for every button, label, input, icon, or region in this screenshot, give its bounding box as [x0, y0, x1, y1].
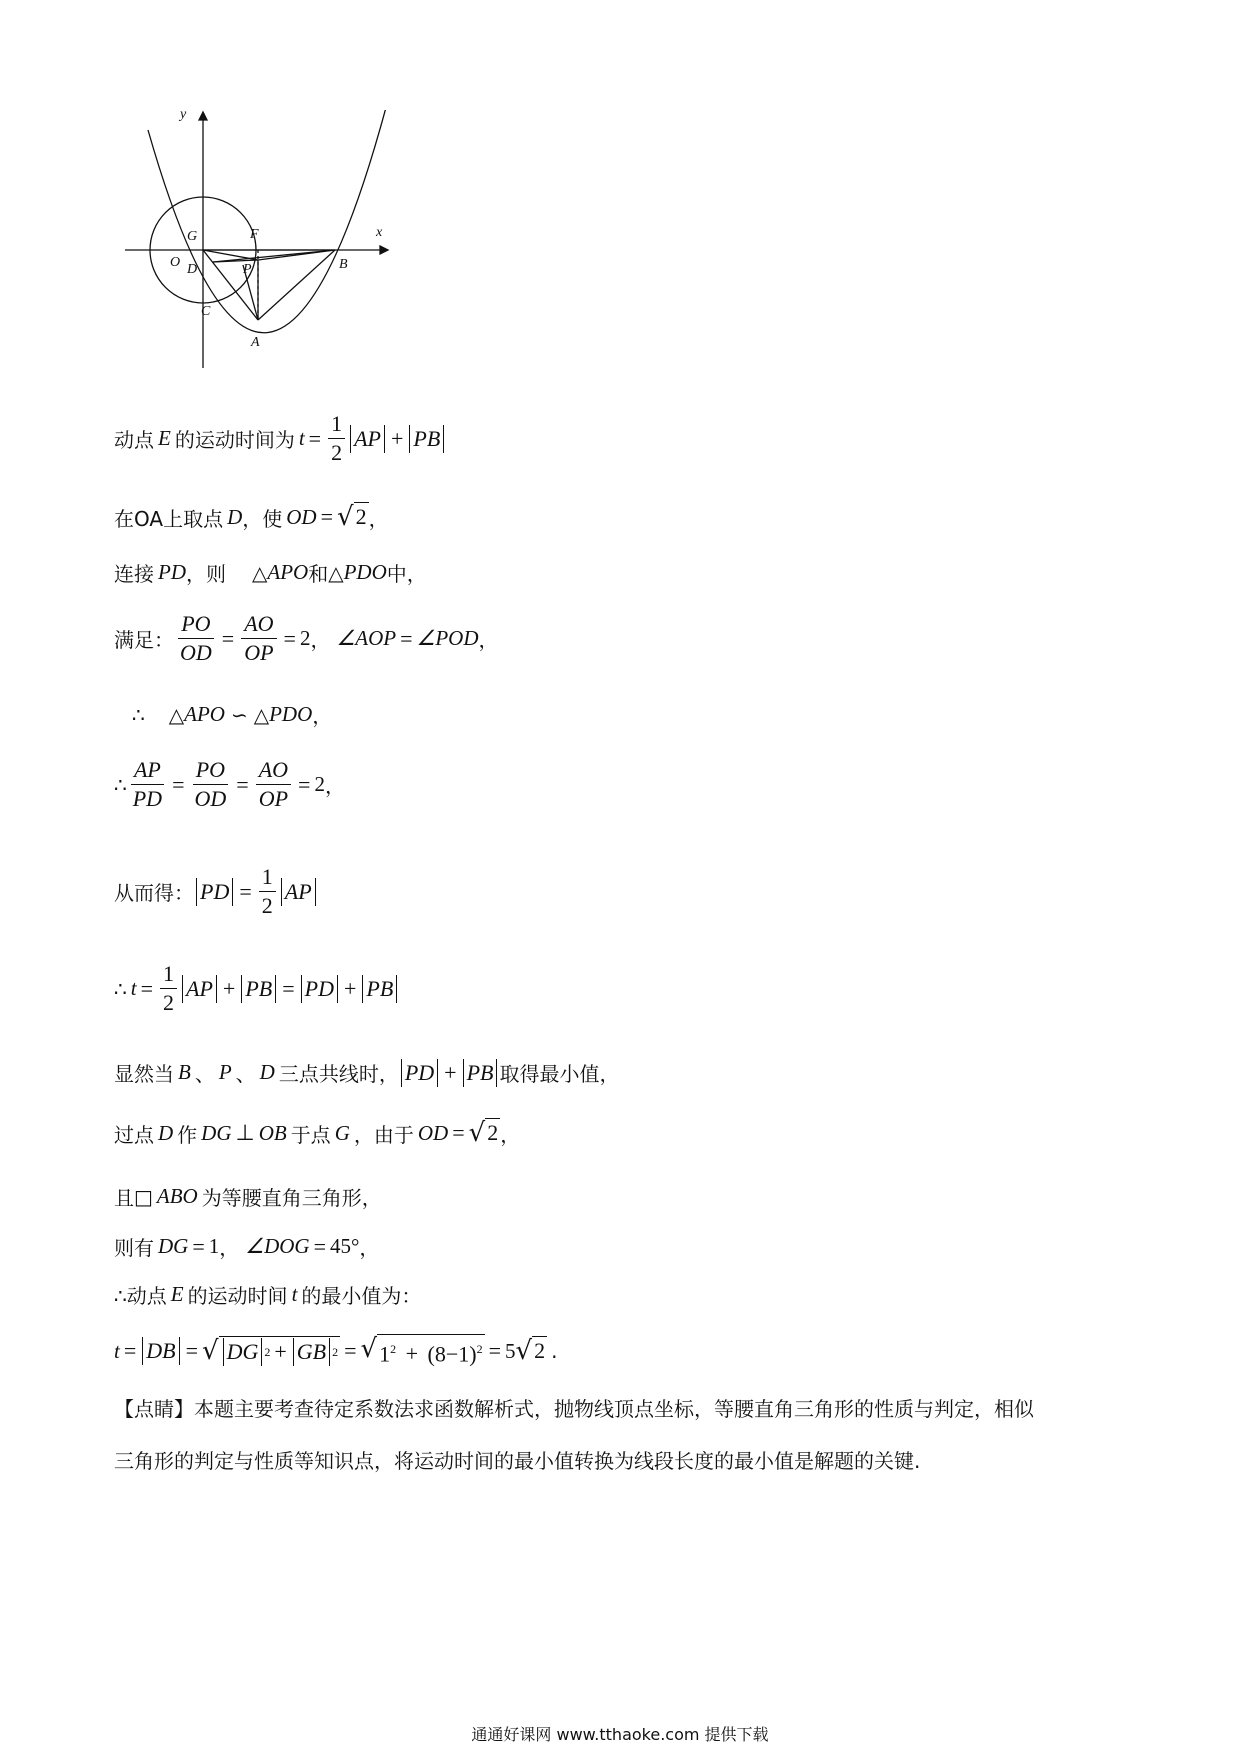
text: 和	[308, 562, 329, 586]
numerator: PO	[178, 612, 213, 639]
numerator: AP	[131, 758, 164, 785]
text: 中，	[386, 562, 427, 586]
sqrt-two	[337, 502, 369, 532]
radicand: 2	[354, 502, 369, 532]
axis-label-y: y	[180, 110, 187, 122]
exponent: 2	[264, 1344, 271, 1359]
var-d: D	[227, 504, 243, 529]
denominator: 2	[163, 990, 174, 1015]
text: ∴动点	[114, 1284, 167, 1308]
exponent: 2	[476, 1342, 483, 1356]
text: 、	[235, 1062, 256, 1086]
var-p: P	[218, 1060, 232, 1084]
line-final-result	[114, 1334, 557, 1368]
comment-line-1: 【点睛】本题主要考查待定系数法求函数解析式，抛物线顶点坐标，等腰直角三角形的性质与判定，相似	[114, 1397, 1034, 1421]
radical-icon: √	[360, 1334, 378, 1364]
perpendicular-icon: ⊥	[235, 1120, 255, 1145]
var-pdo: PDO	[343, 560, 387, 584]
therefore-icon: ∴	[114, 772, 127, 797]
var-e: E	[158, 426, 171, 450]
equals: =	[320, 504, 334, 529]
equals: =	[452, 1120, 465, 1145]
line-isosceles	[114, 1182, 382, 1211]
text: ，	[310, 628, 331, 652]
text: 满足：	[114, 628, 174, 652]
denominator: 2	[331, 440, 343, 465]
line-thus	[114, 865, 318, 918]
text: 则有	[114, 1236, 154, 1260]
text: 的运动时间	[187, 1284, 288, 1308]
radical-icon: √	[337, 502, 354, 532]
text: 过点	[114, 1122, 154, 1147]
denominator: OP	[258, 786, 289, 811]
text: 为等腰直角三角形，	[201, 1186, 382, 1210]
var-pdo: PDO	[269, 702, 313, 726]
plus: +	[222, 975, 236, 1001]
triangle-icon: △	[328, 560, 344, 585]
fraction-ap-pd	[130, 758, 165, 811]
axis-label-x: x	[376, 225, 383, 240]
radical-icon: √	[202, 1336, 219, 1367]
fraction-ao-op	[256, 758, 291, 811]
sqrt-two	[516, 1336, 548, 1366]
numerator: 1	[160, 962, 177, 989]
var-g: G	[334, 1120, 350, 1145]
equals: =	[344, 1338, 357, 1364]
equals: =	[308, 425, 322, 451]
text: ，	[478, 628, 499, 652]
text: ，	[312, 704, 333, 728]
angle-aop: ∠AOP	[336, 626, 397, 650]
line-min-time	[114, 1280, 421, 1309]
abs-pb: PB	[362, 975, 397, 1003]
value-one: 1	[379, 1341, 391, 1367]
radicand: 2	[485, 1118, 500, 1148]
equals: =	[400, 625, 413, 651]
var-dg: DG	[201, 1120, 232, 1145]
fraction-half	[160, 962, 177, 1015]
var-t: t	[114, 1338, 120, 1363]
var-abo: ABO	[156, 1184, 198, 1208]
value-two: 2	[299, 626, 311, 650]
plus: +	[390, 425, 404, 451]
sqrt-two	[469, 1118, 501, 1148]
page-footer: 通通好课网 www.tthaoke.com 提供下载	[471, 1725, 769, 1744]
exponent: 2	[332, 1344, 339, 1359]
equals: =	[192, 1233, 205, 1259]
text: ，	[500, 1122, 521, 1147]
equals: =	[283, 625, 296, 651]
text: ，由于	[353, 1122, 414, 1147]
line-collinear	[114, 1058, 619, 1087]
equals: =	[313, 1233, 327, 1259]
angle-pod: ∠POD	[416, 626, 479, 650]
sqrt-dg-gb	[202, 1336, 340, 1366]
abs-ap: AP	[182, 975, 217, 1003]
abs-pb: PB	[409, 425, 444, 453]
similar-icon: ∽	[230, 702, 248, 727]
numerator: 1	[328, 412, 345, 439]
radical-icon: √	[468, 1118, 486, 1148]
equals: =	[488, 1338, 502, 1364]
value-one: 1	[208, 1234, 220, 1258]
text: 显然当	[114, 1062, 174, 1086]
abs-gb: GB	[293, 1338, 330, 1366]
label-a: A	[251, 335, 260, 350]
fraction-ao-op	[241, 612, 276, 665]
angle-dog: ∠DOG	[245, 1234, 310, 1258]
var-dg: DG	[158, 1234, 189, 1258]
equals: =	[298, 771, 311, 797]
value-five: 5	[505, 1338, 516, 1363]
var-b: B	[178, 1060, 191, 1084]
abs-pb: PB	[241, 975, 276, 1003]
abs-ap: AP	[350, 425, 385, 453]
var-apo: APO	[184, 702, 225, 726]
comment-line-2: 三角形的判定与性质等知识点，将运动时间的最小值转换为线段长度的最小值是解题的关键.	[114, 1449, 921, 1473]
var-od: OD	[417, 1120, 449, 1145]
value-45-deg: 45°	[330, 1234, 360, 1258]
denominator: PD	[132, 786, 163, 811]
paren-term: (8−1)	[427, 1341, 477, 1367]
x-axis-arrow	[380, 246, 388, 254]
label-b: B	[339, 257, 348, 272]
text: 连接	[114, 562, 154, 586]
equals: =	[123, 1338, 137, 1364]
equals: =	[236, 771, 249, 797]
equals: =	[140, 975, 153, 1001]
fraction-po-od	[191, 758, 229, 811]
label-g: G	[187, 229, 198, 244]
equals: =	[282, 975, 295, 1001]
radicand: 2	[532, 1336, 547, 1366]
triangle-icon: △	[253, 702, 270, 727]
text: 的运动时间为	[174, 428, 295, 452]
text: 三点共线时，	[278, 1062, 399, 1086]
line-take-point-d	[114, 502, 389, 532]
triangle-icon: △	[168, 702, 185, 727]
var-ob: OB	[258, 1120, 287, 1145]
equals: =	[239, 878, 252, 904]
line-ratio	[114, 758, 345, 811]
fraction-half	[328, 412, 345, 465]
therefore-icon: ∴	[114, 976, 127, 1001]
text: ，使	[242, 506, 283, 531]
label-d: D	[187, 262, 198, 277]
var-t: t	[298, 426, 305, 450]
numerator: AO	[256, 758, 291, 785]
plus: +	[343, 975, 357, 1001]
denominator: OP	[244, 640, 274, 665]
line-perpendicular	[114, 1118, 520, 1148]
text: 从而得：	[114, 881, 194, 905]
line-dg-angle	[114, 1232, 379, 1261]
abs-pd: PD	[401, 1059, 438, 1087]
var-t: t	[291, 1282, 298, 1306]
value-two: 2	[314, 772, 325, 796]
text: 在OA上取点	[114, 506, 224, 531]
line-similar	[132, 700, 332, 729]
text: 作	[177, 1122, 198, 1147]
plus: +	[274, 1338, 287, 1364]
triangle-icon: △	[252, 560, 268, 585]
sqrt-numeric	[361, 1334, 485, 1368]
radicand	[219, 1336, 341, 1366]
equals: =	[185, 1338, 199, 1364]
text: 的最小值为：	[301, 1284, 422, 1308]
label-c: C	[201, 304, 211, 319]
text: ，	[368, 506, 389, 531]
radical-icon: √	[515, 1336, 533, 1367]
geometry-figure	[125, 110, 445, 370]
denominator: OD	[180, 640, 212, 665]
var-t: t	[130, 976, 137, 1000]
radicand	[377, 1334, 484, 1368]
var-e: E	[170, 1282, 184, 1306]
therefore-icon: ∴	[132, 702, 145, 727]
abs-db: DB	[142, 1337, 179, 1365]
text: .	[551, 1339, 558, 1364]
text: ，	[324, 774, 345, 798]
label-p: P	[243, 262, 252, 277]
placeholder-box-icon: □	[134, 1184, 153, 1209]
text: ，	[219, 1236, 240, 1260]
numerator: 1	[259, 865, 276, 892]
y-axis-arrow	[199, 112, 207, 120]
var-pd: PD	[158, 560, 186, 584]
var-d: D	[259, 1060, 275, 1084]
abs-pd: PD	[196, 878, 233, 906]
equals: =	[172, 771, 185, 797]
numerator: PO	[193, 758, 228, 785]
line-motion-time	[114, 412, 446, 465]
text: 且	[114, 1186, 134, 1210]
fraction-half	[259, 865, 276, 918]
plus: +	[405, 1341, 419, 1367]
label-f: F	[250, 227, 259, 242]
text: ，	[359, 1236, 380, 1260]
label-o: O	[170, 255, 181, 270]
abs-ap: AP	[281, 878, 316, 906]
var-d: D	[158, 1120, 174, 1145]
text: 动点	[114, 428, 154, 452]
equals: =	[221, 625, 235, 651]
abs-dg: DG	[223, 1338, 263, 1366]
line-t-equals	[114, 962, 399, 1015]
text: 取得最小值，	[499, 1062, 620, 1086]
segment-ab	[258, 250, 335, 320]
var-od: OD	[286, 504, 317, 529]
denominator: 2	[261, 893, 273, 918]
denominator: OD	[194, 786, 227, 811]
abs-pb: PB	[463, 1059, 498, 1087]
abs-pd: PD	[301, 975, 338, 1003]
var-apo: APO	[267, 560, 309, 584]
numerator: AO	[241, 612, 276, 639]
text: 、	[194, 1062, 215, 1086]
text: ，则	[186, 562, 226, 586]
plus: +	[444, 1059, 457, 1085]
line-connect-pd	[114, 558, 427, 587]
line-satisfy	[114, 612, 499, 665]
segment-pb	[258, 250, 335, 260]
exponent: 2	[390, 1342, 397, 1356]
fraction-po-od	[177, 612, 215, 665]
text: 于点	[290, 1122, 331, 1147]
